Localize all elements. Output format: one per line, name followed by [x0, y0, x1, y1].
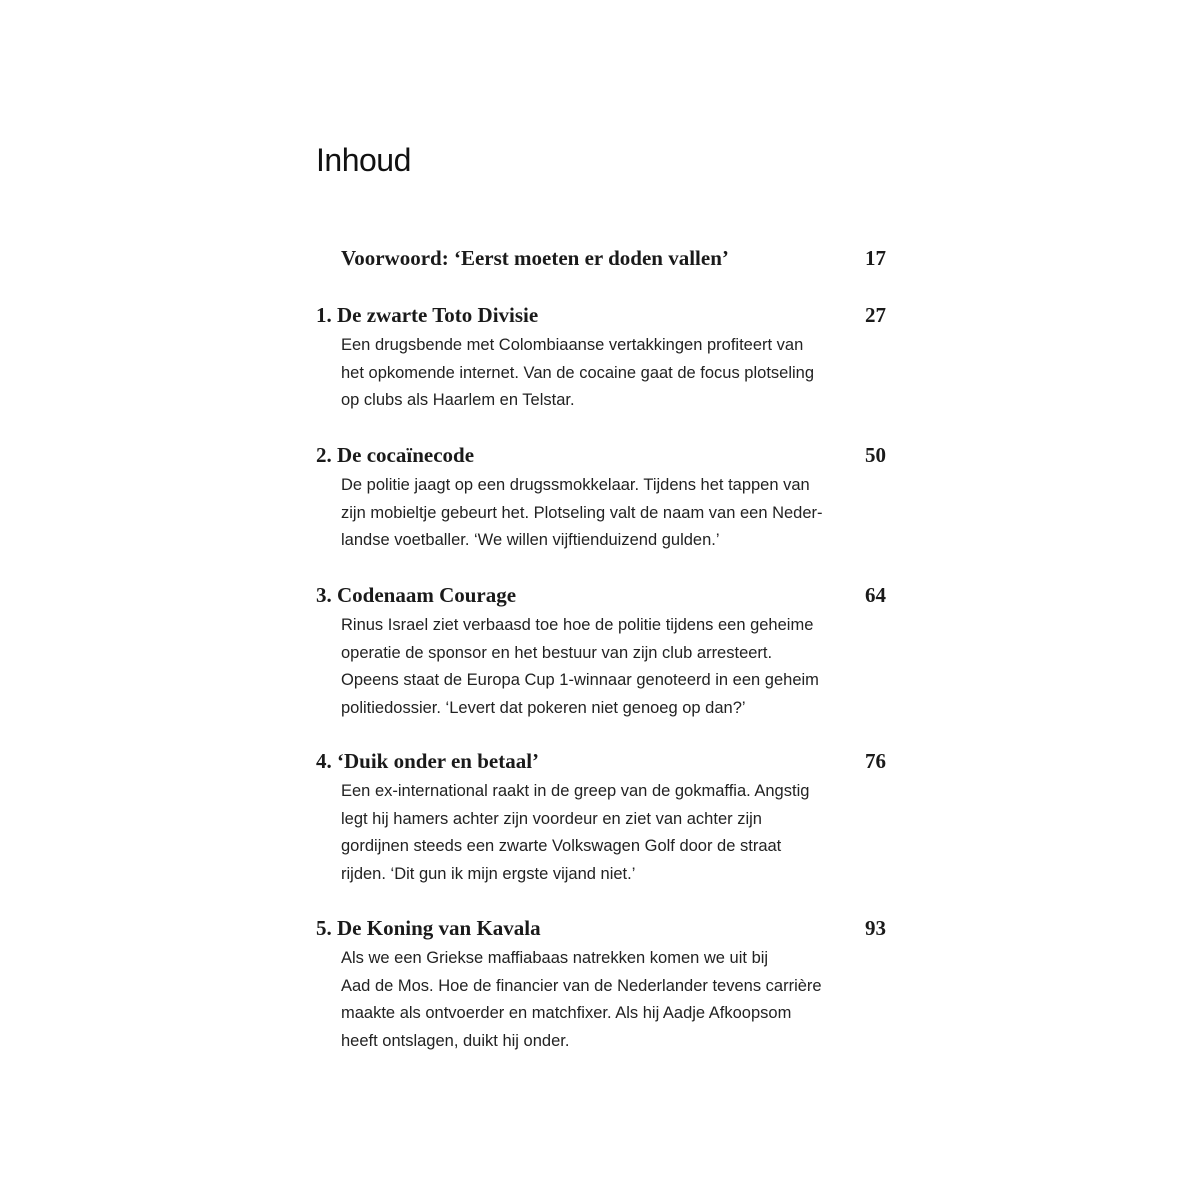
summary-line: Opeens staat de Europa Cup 1-winnaar genoteerd in een geheim [341, 671, 819, 689]
toc-entry-summary [341, 778, 886, 888]
toc-entry-chapter-3 [316, 580, 886, 722]
summary-line: landse voetballer. ‘We willen vijftienduizend gulden.’ [341, 531, 720, 549]
summary-line: De politie jaagt op een drugssmokkelaar. Tijdens het tappen van [341, 476, 810, 494]
toc-entry-header [316, 300, 886, 330]
toc-entry-summary [341, 472, 886, 555]
summary-line: legt hij hamers achter zijn voordeur en ziet van achter zijn [341, 809, 762, 828]
toc-page-number: 64 [865, 583, 886, 607]
toc-page-number: 93 [865, 916, 886, 940]
toc-entry-header [316, 440, 886, 470]
summary-line: Aad de Mos. Hoe de financier van de Nederlander tevens carrière [341, 976, 822, 995]
toc-entry-voorwoord [316, 243, 886, 273]
toc-entry-title: 1. De zwarte Toto Divisie [316, 303, 539, 327]
toc-entry-title: 3. Codenaam Courage [316, 583, 517, 607]
summary-line: gordijnen steeds een zwarte Volkswagen Golf door de straat [341, 837, 782, 855]
toc-entry-header [316, 746, 886, 776]
toc-entry-title: Voorwoord: ‘Eerst moeten er doden vallen’ [341, 246, 729, 270]
toc-entry-title: 4. ‘Duik onder en betaal’ [316, 749, 540, 773]
toc-entry-summary [341, 945, 886, 1055]
toc-entry-title: 2. De cocaïnecode [316, 443, 475, 467]
toc-entry-header [316, 580, 886, 610]
toc-page-number: 27 [865, 303, 886, 327]
summary-line: zijn mobieltje gebeurt het. Plotseling valt de naam van een Neder- [341, 503, 823, 522]
toc-entry-chapter-5 [316, 913, 886, 1055]
summary-line: politiedossier. ‘Levert dat pokeren niet genoeg op dan?’ [341, 698, 746, 717]
toc-entry-chapter-1 [316, 300, 886, 415]
summary-line: Een drugsbende met Colombiaanse vertakkingen profiteert van [341, 336, 804, 354]
summary-line: het opkomende internet. Van de cocaine gaat de focus plotseling [341, 363, 815, 382]
toc-entry-header [316, 913, 886, 943]
toc-page-number: 76 [865, 749, 886, 773]
toc-entry-summary [341, 612, 886, 722]
toc-page-number: 17 [865, 246, 886, 270]
summary-line: Als we een Griekse maffiabaas natrekken komen we uit bij [341, 949, 769, 967]
summary-line: operatie de sponsor en het bestuur van zijn club arresteert. [341, 643, 773, 662]
toc-page-number: 50 [865, 443, 886, 467]
toc-entry-summary [341, 332, 886, 415]
page-title: Inhoud [316, 142, 411, 178]
summary-line: Rinus Israel ziet verbaasd toe hoe de politie tijdens een geheime [341, 616, 814, 634]
summary-line: maakte als ontvoerder en matchfixer. Als hij Aadje Afkoopsom [341, 1004, 792, 1022]
summary-line: Een ex-international raakt in de greep van de gokmaffia. Angstig [341, 782, 810, 800]
toc-entry-chapter-4 [316, 746, 886, 888]
toc-entry-title: 5. De Koning van Kavala [316, 916, 541, 940]
toc-entry-header [316, 243, 886, 273]
summary-line: rijden. ‘Dit gun ik mijn ergste vijand niet.’ [341, 864, 636, 883]
summary-line: op clubs als Haarlem en Telstar. [341, 391, 575, 409]
toc-entry-chapter-2 [316, 440, 886, 555]
summary-line: heeft ontslagen, duikt hij onder. [341, 1031, 570, 1050]
